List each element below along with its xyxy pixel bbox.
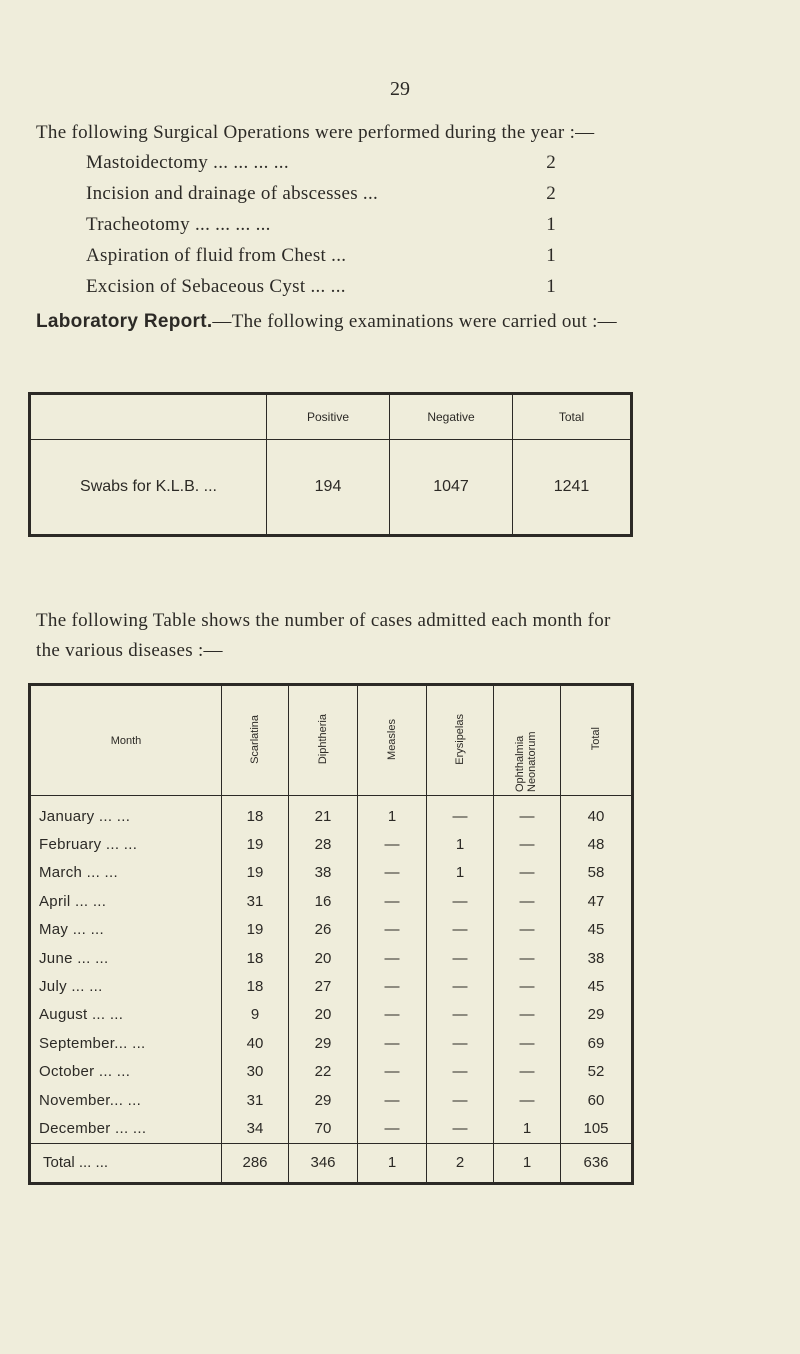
operation-count: 2: [546, 183, 556, 204]
operation-row: [86, 214, 556, 245]
count-cell: 21: [289, 796, 358, 831]
count-cell: 9: [222, 1001, 289, 1029]
count-cell: —: [358, 944, 427, 972]
count-cell: —: [427, 916, 494, 944]
page-number: 29: [390, 78, 410, 100]
lab-row-label: Swabs for K.L.B. ...: [30, 440, 267, 536]
operation-row: [86, 245, 556, 276]
total-row-label: Total ... ...: [30, 1143, 222, 1183]
table-row: [30, 830, 633, 858]
operation-count: 1: [546, 214, 556, 235]
month-cell: May ... ...: [30, 916, 222, 944]
table-row: [30, 1001, 633, 1029]
count-cell: 18: [222, 796, 289, 831]
count-cell: 1: [358, 796, 427, 831]
count-cell: —: [427, 1001, 494, 1029]
count-cell: 22: [289, 1058, 358, 1086]
count-cell: —: [358, 1114, 427, 1143]
count-cell: 70: [289, 1114, 358, 1143]
col-erysipelas-label: Erysipelas: [454, 713, 466, 765]
table-row: [30, 1086, 633, 1114]
count-cell: —: [427, 1086, 494, 1114]
lab-row: [30, 440, 632, 536]
laboratory-intro: —The following examinations were carried out :—: [212, 311, 617, 332]
laboratory-paragraph: [36, 307, 646, 337]
month-cell: October ... ...: [30, 1058, 222, 1086]
operation-name: Tracheotomy ... ... ... ...: [86, 214, 271, 235]
operation-name: Incision and drainage of abscesses ...: [86, 183, 379, 204]
col-scarlatina: [222, 685, 289, 796]
count-cell: 34: [222, 1114, 289, 1143]
month-cell: March ... ...: [30, 859, 222, 887]
count-cell: 29: [289, 1086, 358, 1114]
count-cell: —: [494, 796, 561, 831]
lab-total-value: 1241: [513, 440, 632, 536]
count-cell: 45: [561, 916, 633, 944]
count-cell: 18: [222, 944, 289, 972]
count-cell: —: [494, 944, 561, 972]
total-cell: 346: [289, 1143, 358, 1183]
operation-name: Aspiration of fluid from Chest ...: [86, 245, 347, 266]
total-cell: 1: [358, 1143, 427, 1183]
lab-negative-value: 1047: [390, 440, 513, 536]
total-row: [30, 1143, 633, 1183]
month-cell: December ... ...: [30, 1114, 222, 1143]
col-scarlatina-label: Scarlatina: [249, 714, 261, 764]
count-cell: 29: [289, 1029, 358, 1057]
operation-name: Mastoidectomy ... ... ... ...: [86, 152, 289, 173]
count-cell: 28: [289, 830, 358, 858]
diseases-table: [28, 683, 634, 1185]
col-ophthalmia-label: Ophthalmia Neonatorum: [514, 731, 538, 792]
count-cell: 58: [561, 859, 633, 887]
count-cell: 40: [222, 1029, 289, 1057]
count-cell: 18: [222, 972, 289, 1000]
table-row: [30, 887, 633, 915]
operation-count: 2: [546, 152, 556, 173]
count-cell: 29: [561, 1001, 633, 1029]
count-cell: —: [358, 1001, 427, 1029]
count-cell: 19: [222, 916, 289, 944]
count-cell: 16: [289, 887, 358, 915]
count-cell: —: [358, 830, 427, 858]
count-cell: 60: [561, 1086, 633, 1114]
count-cell: —: [427, 944, 494, 972]
count-cell: 69: [561, 1029, 633, 1057]
count-cell: —: [427, 1058, 494, 1086]
surgical-intro: The following Surgical Operations were performed during the year :—: [36, 122, 595, 143]
count-cell: 20: [289, 1001, 358, 1029]
operation-count: 1: [546, 276, 556, 297]
operations-list: [86, 152, 556, 307]
count-cell: 1: [427, 830, 494, 858]
count-cell: —: [358, 1086, 427, 1114]
count-cell: 30: [222, 1058, 289, 1086]
count-cell: —: [358, 916, 427, 944]
lab-corner-cell: [30, 394, 267, 440]
count-cell: 105: [561, 1114, 633, 1143]
col-total-label: Total: [590, 727, 602, 751]
col-measles-label: Measles: [386, 718, 398, 760]
count-cell: —: [494, 1086, 561, 1114]
count-cell: —: [427, 1029, 494, 1057]
table-row: [30, 1029, 633, 1057]
count-cell: 31: [222, 887, 289, 915]
count-cell: 45: [561, 972, 633, 1000]
diseases-intro: The following Table shows the number of cases admitted each month for the various diseases :—: [36, 610, 611, 661]
col-month: Month: [30, 685, 222, 796]
count-cell: 19: [222, 859, 289, 887]
laboratory-table: [28, 392, 633, 537]
month-cell: January ... ...: [30, 796, 222, 831]
count-cell: —: [358, 972, 427, 1000]
laboratory-heading: Laboratory Report.: [36, 311, 213, 332]
count-cell: —: [494, 1058, 561, 1086]
month-cell: July ... ...: [30, 972, 222, 1000]
count-cell: —: [427, 796, 494, 831]
count-cell: —: [427, 972, 494, 1000]
count-cell: —: [358, 1058, 427, 1086]
col-ophthalmia: [494, 685, 561, 796]
count-cell: —: [494, 887, 561, 915]
count-cell: —: [494, 1029, 561, 1057]
count-cell: 20: [289, 944, 358, 972]
month-cell: August ... ...: [30, 1001, 222, 1029]
count-cell: 27: [289, 972, 358, 1000]
lab-positive-value: 194: [267, 440, 390, 536]
table-row: [30, 916, 633, 944]
table-row: [30, 796, 633, 831]
count-cell: —: [494, 972, 561, 1000]
count-cell: 26: [289, 916, 358, 944]
table-row: [30, 972, 633, 1000]
operation-row: [86, 276, 556, 307]
count-cell: —: [494, 1001, 561, 1029]
count-cell: —: [358, 1029, 427, 1057]
total-cell: 2: [427, 1143, 494, 1183]
count-cell: 1: [494, 1114, 561, 1143]
count-cell: —: [427, 887, 494, 915]
lab-col-total: Total: [513, 394, 632, 440]
count-cell: —: [494, 859, 561, 887]
col-measles: [358, 685, 427, 796]
count-cell: 40: [561, 796, 633, 831]
lab-col-positive: Positive: [267, 394, 390, 440]
count-cell: 38: [289, 859, 358, 887]
month-cell: February ... ...: [30, 830, 222, 858]
month-cell: November... ...: [30, 1086, 222, 1114]
table-row: [30, 1058, 633, 1086]
count-cell: 1: [427, 859, 494, 887]
operation-name: Excision of Sebaceous Cyst ... ...: [86, 276, 346, 297]
col-erysipelas: [427, 685, 494, 796]
total-cell: 1: [494, 1143, 561, 1183]
count-cell: 38: [561, 944, 633, 972]
table-row: [30, 1114, 633, 1143]
count-cell: —: [494, 916, 561, 944]
count-cell: 31: [222, 1086, 289, 1114]
table-row: [30, 944, 633, 972]
count-cell: 19: [222, 830, 289, 858]
count-cell: —: [427, 1114, 494, 1143]
month-cell: June ... ...: [30, 944, 222, 972]
lab-col-negative: Negative: [390, 394, 513, 440]
total-cell: 636: [561, 1143, 633, 1183]
col-diphtheria: [289, 685, 358, 796]
count-cell: —: [494, 830, 561, 858]
col-diphtheria-label: Diphtheria: [317, 713, 329, 765]
count-cell: 47: [561, 887, 633, 915]
month-cell: April ... ...: [30, 887, 222, 915]
month-cell: September... ...: [30, 1029, 222, 1057]
count-cell: —: [358, 859, 427, 887]
col-total: [561, 685, 633, 796]
table-row: [30, 859, 633, 887]
count-cell: 52: [561, 1058, 633, 1086]
operation-row: [86, 183, 556, 214]
count-cell: —: [358, 887, 427, 915]
total-cell: 286: [222, 1143, 289, 1183]
operation-count: 1: [546, 245, 556, 266]
count-cell: 48: [561, 830, 633, 858]
operation-row: [86, 152, 556, 183]
